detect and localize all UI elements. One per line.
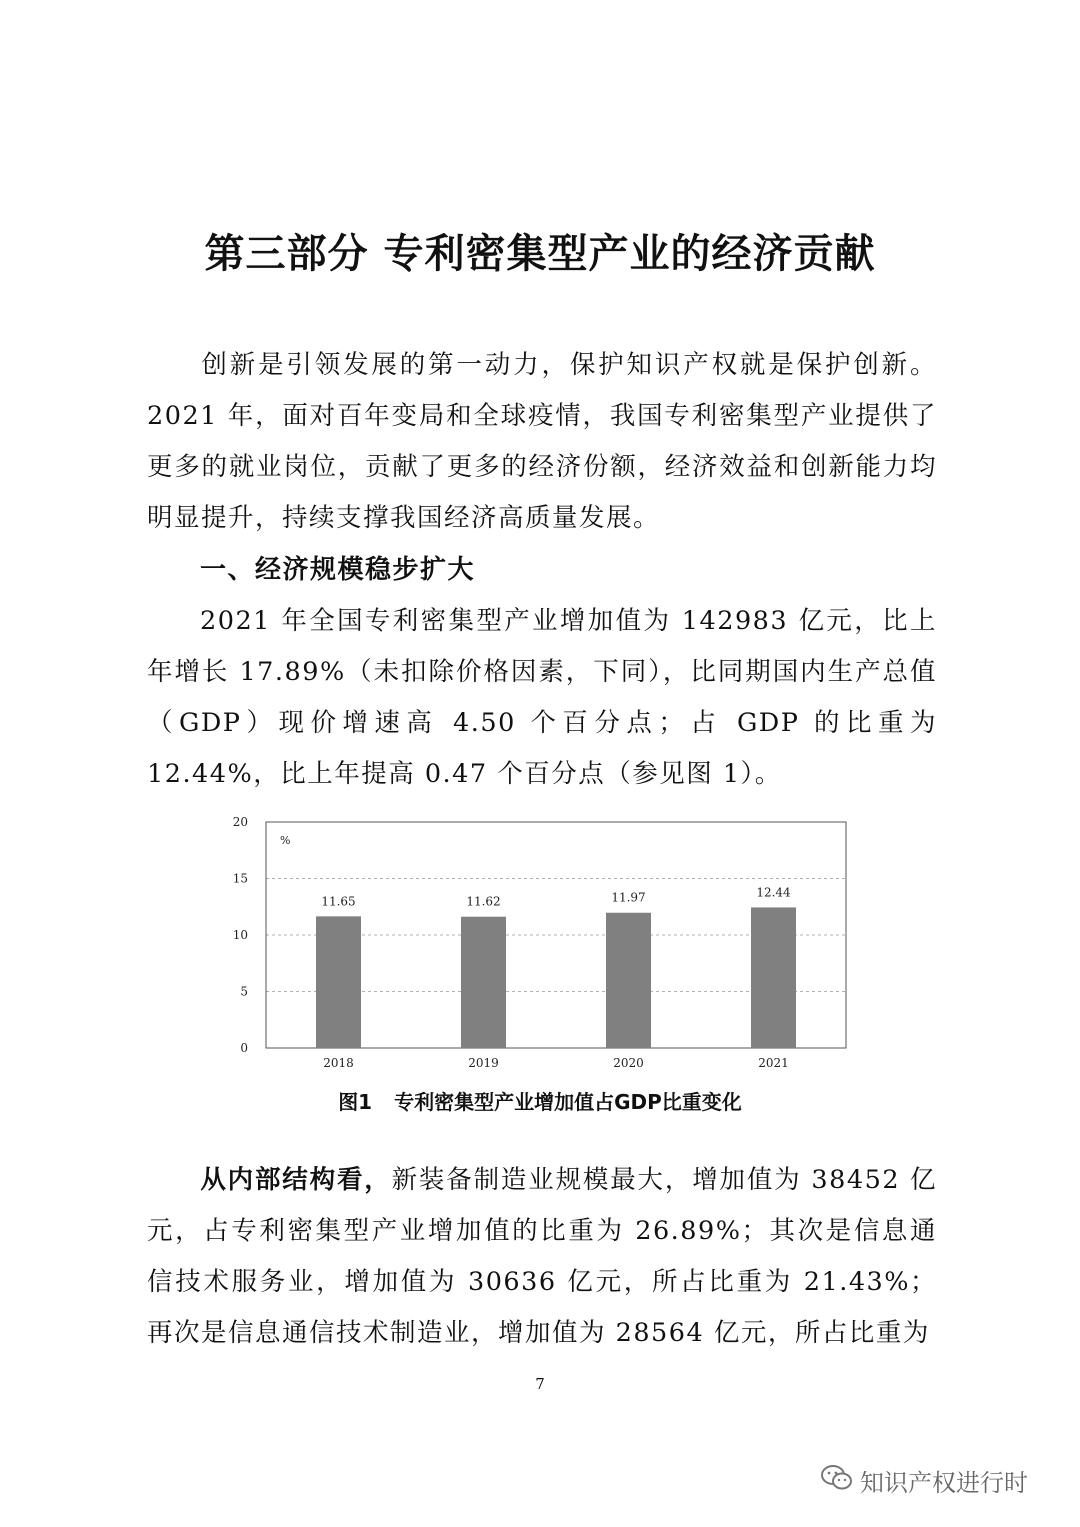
page-title: 第三部分 专利密集型产业的经济贡献 [204, 231, 876, 277]
y-tick-label: 5 [240, 984, 248, 999]
intro-text: 创新是引领发展的第一动力，保护知识产权就是保护创新。2021 年，面对百年变局和全球疫情，我国专利密集型产业提供了更多的就业岗位，贡献了更多的经济份额，经济效益和创新能力均明显提升，持续支撑我国经济高质量发展。 [147, 350, 937, 533]
wechat-icon [820, 1463, 854, 1497]
x-tick-label: 2019 [468, 1056, 499, 1070]
intro-paragraph [147, 340, 937, 544]
structure-text: 新装备制造业规模最大，增加值为 38452 亿元，占专利密集型产业增加值的比重为 26.89%；其次是信息通信技术服务业，增加值为 30636 亿元，所占比重为 21.43%；再次是信息通信技术制造业，增加值为 28564 亿元，所占比重为 [147, 1165, 937, 1348]
data-label: 12.44 [756, 885, 791, 900]
y-tick-label: 10 [232, 928, 248, 942]
y-tick-label: 15 [232, 871, 248, 886]
chart-svg [210, 810, 860, 1075]
y-axis-unit-label: % [280, 834, 291, 847]
bar [461, 917, 506, 1048]
structure-paragraph [147, 1155, 937, 1359]
page-number: 7 [535, 1375, 545, 1393]
bar-chart [210, 810, 860, 1075]
x-tick-label: 2018 [323, 1056, 354, 1070]
y-tick-label: 0 [240, 1041, 248, 1055]
figure-caption [0, 1086, 1080, 1115]
figure-label: 图1 [338, 1090, 373, 1114]
bar [751, 907, 796, 1048]
watermark [820, 1460, 1060, 1500]
section-paragraph [147, 596, 937, 800]
data-label: 11.65 [321, 894, 356, 909]
bar [606, 913, 651, 1048]
data-label: 11.97 [611, 890, 646, 905]
data-label: 11.62 [466, 894, 501, 909]
x-tick-label: 2020 [613, 1056, 644, 1070]
y-tick-label: 20 [232, 815, 248, 829]
figure-caption-text: 专利密集型产业增加值占GDP比重变化 [394, 1090, 742, 1114]
section-text: 2021 年全国专利密集型产业增加值为 142983 亿元，比上年增长 17.89%（未扣除价格因素，下同），比同期国内生产总值（GDP）现价增速高 4.50 个百分点；占 GDP 的比重为 12.44%，比上年提高 0.47 个百分点（参见图 1）。 [147, 606, 937, 789]
x-tick-label: 2021 [758, 1056, 789, 1070]
bar [316, 916, 361, 1048]
structure-lead: 从内部结构看， [200, 1165, 392, 1195]
section-heading: 一、经济规模稳步扩大 [200, 555, 476, 585]
watermark-text: 知识产权进行时 [860, 1468, 1028, 1497]
